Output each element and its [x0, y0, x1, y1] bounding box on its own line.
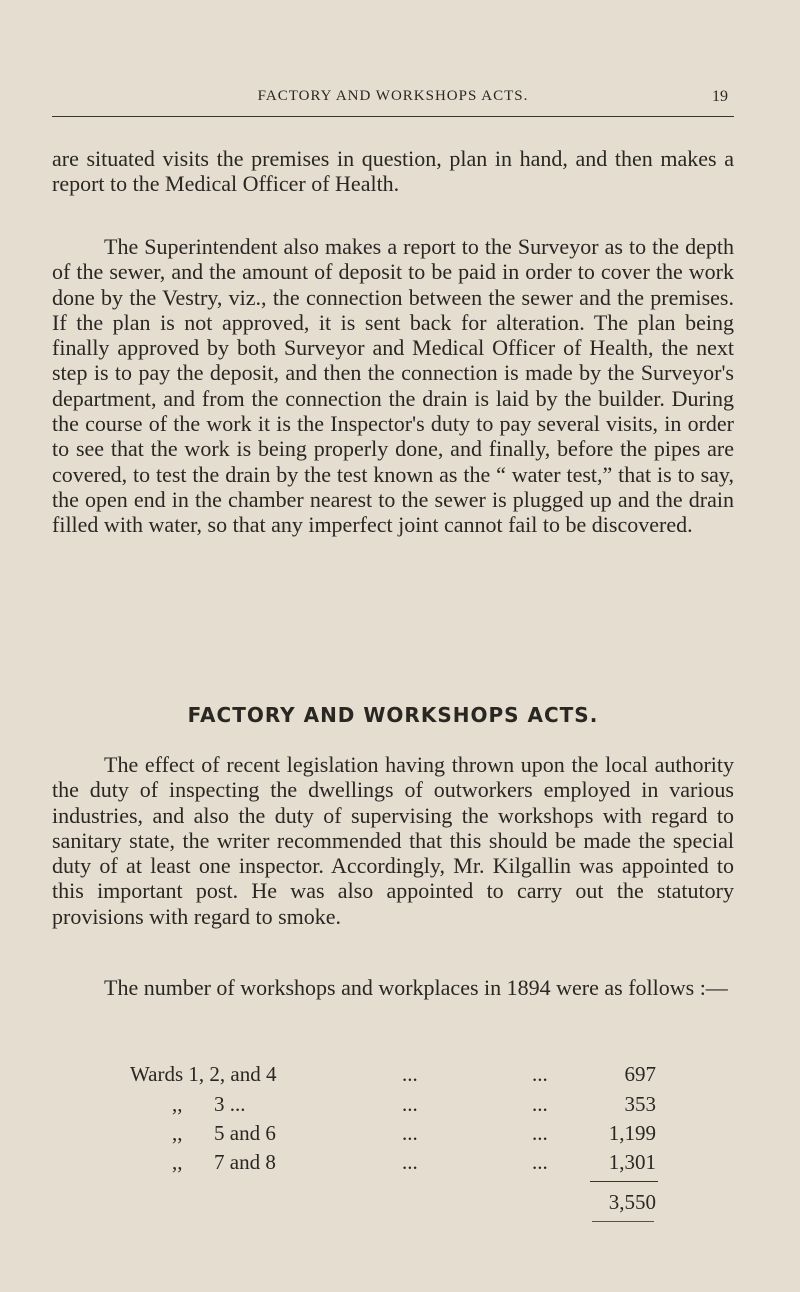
ward-label: 3 ... — [214, 1092, 246, 1116]
paragraph-4: The number of workshops and workplaces in 1894 were as follows :— — [104, 975, 728, 1000]
leader-dots: ... — [532, 1092, 548, 1116]
leader-dots: ... — [532, 1121, 548, 1145]
leader-dots: ... — [402, 1062, 418, 1086]
table-row — [0, 1092, 800, 1118]
ditto-mark: ,, — [172, 1092, 183, 1116]
ditto-mark: ,, — [172, 1121, 183, 1145]
leader-dots: ... — [402, 1121, 418, 1145]
ward-label: Wards 1, 2, and 4 — [130, 1062, 277, 1086]
table-row — [0, 1121, 800, 1147]
page-number: 19 — [712, 88, 728, 105]
ditto-mark: ,, — [172, 1150, 183, 1174]
leader-dots: ... — [532, 1062, 548, 1086]
ward-count: 697 — [624, 1062, 656, 1086]
section-heading: FACTORY AND WORKSHOPS ACTS. — [187, 703, 599, 727]
paragraph-2: The Superintendent also makes a report to the Surveyor as to the depth of the sewer, and the amount of deposit to be paid in order to cover the work done by the Vestry, viz., the connection between the sewer and the premises. If the plan is not approved, it is sent back for alteration. The plan being finally approved by both Surveyor and Medical Officer of Health, the next step is to pay the deposit, and then the connection is made by the Surveyor's department, and from the connection the drain is laid by the builder. During the course of the work it is the Inspector's duty to pay several visits, in order to see that the work is being properly done, and finally, before the pipes are covered, to test the drain by the test known as the “ water test,” that is to say, the open end in the chamber nearest to the sewer is plugged up and the drain filled with water, so that any imperfect joint cannot fail to be discovered. — [52, 234, 734, 538]
paragraph-1: are situated visits the premises in question, plan in hand, and then makes a report to the Medical Officer of Health. — [52, 146, 734, 197]
ward-count: 1,199 — [608, 1121, 656, 1145]
running-head: FACTORY AND WORKSHOPS ACTS. — [257, 88, 529, 104]
ward-label: 5 and 6 — [214, 1121, 276, 1145]
total-rule — [590, 1181, 658, 1182]
paragraph-3: The effect of recent legislation having thrown upon the local authority the duty of inspecting the dwellings of outworkers employed in various industries, and also the duty of supervising the workshops with regard to sanitary state, the writer recommended that this should be made the special duty of at least one inspector. Accordingly, Mr. Kilgallin was appointed to this important post. He was also appointed to carry out the statutory provisions with regard to smoke. — [52, 752, 734, 929]
ward-label: 7 and 8 — [214, 1150, 276, 1174]
table-row — [0, 1062, 800, 1088]
table-row — [0, 1150, 800, 1176]
leader-dots: ... — [402, 1092, 418, 1116]
closing-rule — [592, 1221, 654, 1222]
total-count: 3,550 — [608, 1190, 656, 1214]
ward-count: 353 — [624, 1092, 656, 1116]
leader-dots: ... — [402, 1150, 418, 1174]
page-header — [52, 86, 734, 117]
leader-dots: ... — [532, 1150, 548, 1174]
ward-count: 1,301 — [608, 1150, 656, 1174]
